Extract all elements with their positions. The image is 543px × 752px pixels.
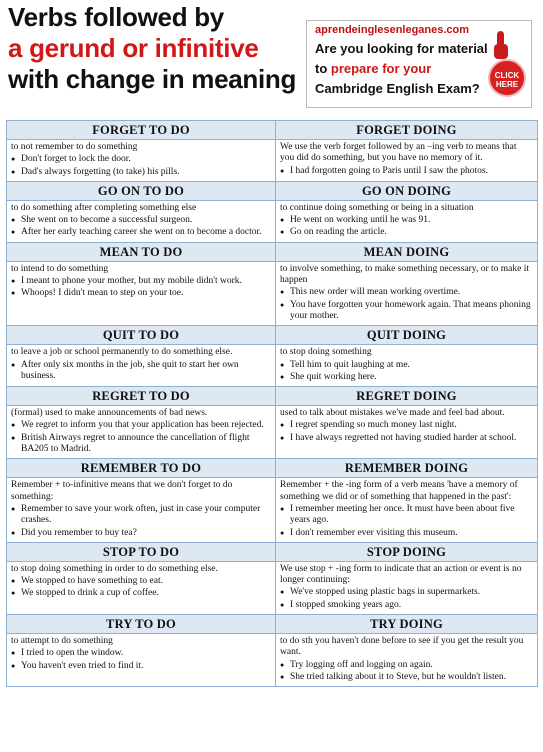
heading-row — [7, 615, 538, 634]
verb-explanation-cell — [7, 478, 276, 542]
example-sentence: ● I tried to open the window. — [11, 648, 271, 659]
verb-heading: QUIT DOING — [276, 326, 538, 345]
example-sentence: ● You haven't even tried to find it. — [11, 661, 271, 672]
example-sentence: ● Remember to save your work often, just in case your computer crashes. — [11, 504, 271, 527]
verb-explanation-cell — [7, 561, 276, 614]
content-row — [7, 561, 538, 614]
heading-row — [7, 121, 538, 140]
example-sentence: ● Go on reading the article. — [280, 227, 533, 238]
definition: to do sth you haven't done before to see if you get the result you want. — [280, 636, 524, 658]
verb-heading: TRY DOING — [276, 615, 538, 634]
example-sentence: ● I remember meeting her once. It must have been about five years ago. — [280, 504, 533, 527]
verb-explanation-cell — [7, 345, 276, 387]
example-sentence: ● After her early teaching career she went on to become a doctor. — [11, 227, 271, 238]
ad-line-2-prefix: to — [315, 61, 331, 76]
pointing-hand-icon — [493, 31, 509, 61]
heading-row — [7, 542, 538, 561]
example-sentence: ● We've stopped using plastic bags in supermarkets. — [280, 587, 533, 598]
verb-heading: REGRET TO DO — [7, 387, 276, 406]
verb-heading: REMEMBER TO DO — [7, 459, 276, 478]
verbs-table-body — [7, 121, 538, 687]
verb-explanation-cell — [7, 634, 276, 687]
verb-explanation-cell — [276, 200, 538, 242]
example-sentence: ● She quit working here. — [280, 372, 533, 383]
title-line-3: with change in meaning — [8, 64, 297, 94]
example-sentence: ● I meant to phone your mother, but my mobile didn't work. — [11, 276, 271, 287]
verb-heading: MEAN TO DO — [7, 242, 276, 261]
heading-row — [7, 326, 538, 345]
example-sentence: ● British Airways regret to announce the cancellation of flight BA205 to Madrid. — [11, 433, 271, 456]
title-block — [8, 2, 298, 95]
definition: to not remember to do something — [11, 142, 138, 152]
verb-heading: TRY TO DO — [7, 615, 276, 634]
verb-explanation-cell — [7, 261, 276, 325]
content-row — [7, 261, 538, 325]
definition: Remember + the -ing form of a verb means 'have a memory of something we did or of something that happened in the past': — [280, 480, 518, 502]
verb-heading: FORGET TO DO — [7, 121, 276, 140]
verb-explanation-cell — [276, 345, 538, 387]
verb-explanation-cell — [7, 200, 276, 242]
title-line-2: a gerund or infinitive — [8, 33, 259, 63]
verb-heading: MEAN DOING — [276, 242, 538, 261]
example-sentence: ● I don't remember ever visiting this museum. — [280, 528, 533, 539]
definition: to attempt to do something — [11, 636, 113, 647]
example-sentence: ● I regret spending so much money last night. — [280, 420, 533, 431]
example-sentence: ● After only six months in the job, she quit to start her own business. — [11, 360, 271, 383]
example-sentence: ● We stopped to have something to eat. — [11, 576, 271, 587]
definition: to involve something, to make something necessary, or to make it happen — [280, 263, 529, 286]
content-row — [7, 406, 538, 459]
definition: Remember + to-infinitive means that we don't forget to do something: — [11, 480, 233, 502]
verb-heading: REGRET DOING — [276, 387, 538, 406]
verb-explanation-cell — [276, 561, 538, 614]
definition: to continue doing something or being in a situation — [280, 202, 474, 213]
definition: We use stop + -ing form to indicate that an action or event is no longer continuing: — [280, 563, 522, 586]
definition: to stop doing something in order to do something else. — [11, 563, 218, 574]
click-here-button[interactable]: CLICK HERE — [488, 59, 526, 97]
content-row — [7, 200, 538, 242]
heading-row — [7, 181, 538, 200]
definition: to leave a job or school permanently to do something else. — [11, 347, 233, 358]
example-sentence: ● This new order will mean working overtime. — [280, 287, 533, 298]
example-sentence: ● We stopped to drink a cup of coffee. — [11, 588, 271, 599]
example-sentence: ● We regret to inform you that your application has been rejected. — [11, 420, 271, 431]
example-sentence: ● I have always regretted not having studied harder at school. — [280, 433, 533, 444]
definition: We use the verb forget followed by an –ing verb to means that you did do something, but you have no memory of it. — [280, 142, 517, 164]
definition: to do something after completing something else — [11, 202, 197, 213]
example-sentence: ● Don't forget to lock the door. — [11, 154, 271, 165]
verb-heading: QUIT TO DO — [7, 326, 276, 345]
title-line-1: Verbs followed by — [8, 2, 224, 32]
ad-line-1: Are you looking for material — [315, 41, 488, 56]
content-row — [7, 140, 538, 182]
example-sentence: ● Dad's always forgetting (to take) his pills. — [11, 167, 271, 178]
definition: used to talk about mistakes we've made and feel bad about. — [280, 408, 505, 419]
verb-heading: STOP TO DO — [7, 542, 276, 561]
example-sentence: ● You have forgotten your homework again. That means phoning your mother. — [280, 300, 533, 323]
verb-explanation-cell — [276, 634, 538, 687]
example-sentence: ● I stopped smoking years ago. — [280, 600, 533, 611]
heading-row — [7, 387, 538, 406]
verb-explanation-cell — [276, 478, 538, 542]
example-sentence: ● Whoops! I didn't mean to step on your toe. — [11, 288, 271, 299]
verb-explanation-cell — [276, 140, 538, 182]
content-row — [7, 345, 538, 387]
heading-row — [7, 459, 538, 478]
example-sentence: ● Did you remember to buy tea? — [11, 528, 271, 539]
definition: to stop doing something — [280, 347, 372, 358]
ad-url[interactable]: aprendeinglesenleganes.com — [315, 24, 470, 36]
verb-explanation-cell — [276, 406, 538, 459]
content-row — [7, 634, 538, 687]
example-sentence: ● Tell him to quit laughing at me. — [280, 360, 533, 371]
example-sentence: ● He went on working until he was 91. — [280, 215, 533, 226]
verb-heading: STOP DOING — [276, 542, 538, 561]
heading-row — [7, 242, 538, 261]
definition: to intend to do something — [11, 263, 109, 274]
exam-material-ad[interactable] — [306, 20, 532, 108]
example-sentence: ● Try logging off and logging on again. — [280, 660, 533, 671]
example-sentence: ● I had forgotten going to Paris until I saw the photos. — [280, 166, 533, 177]
verb-explanation-cell — [7, 140, 276, 182]
verb-heading: FORGET DOING — [276, 121, 538, 140]
example-sentence: ● She went on to become a successful surgeon. — [11, 215, 271, 226]
verb-explanation-cell — [7, 406, 276, 459]
content-row — [7, 478, 538, 542]
ad-line-2 — [315, 59, 490, 79]
ad-line-2-highlight: prepare for your — [330, 61, 432, 76]
verb-heading: GO ON DOING — [276, 181, 538, 200]
ad-line-3: Cambridge English Exam? — [315, 81, 480, 96]
definition: (formal) used to make announcements of bad news. — [11, 408, 208, 419]
ad-text — [315, 39, 490, 99]
example-sentence: ● She tried talking about it to Steve, but he wouldn't listen. — [280, 672, 533, 683]
verbs-table — [6, 120, 538, 687]
verb-explanation-cell — [276, 261, 538, 325]
verb-heading: GO ON TO DO — [7, 181, 276, 200]
verb-heading: REMEMBER DOING — [276, 459, 538, 478]
